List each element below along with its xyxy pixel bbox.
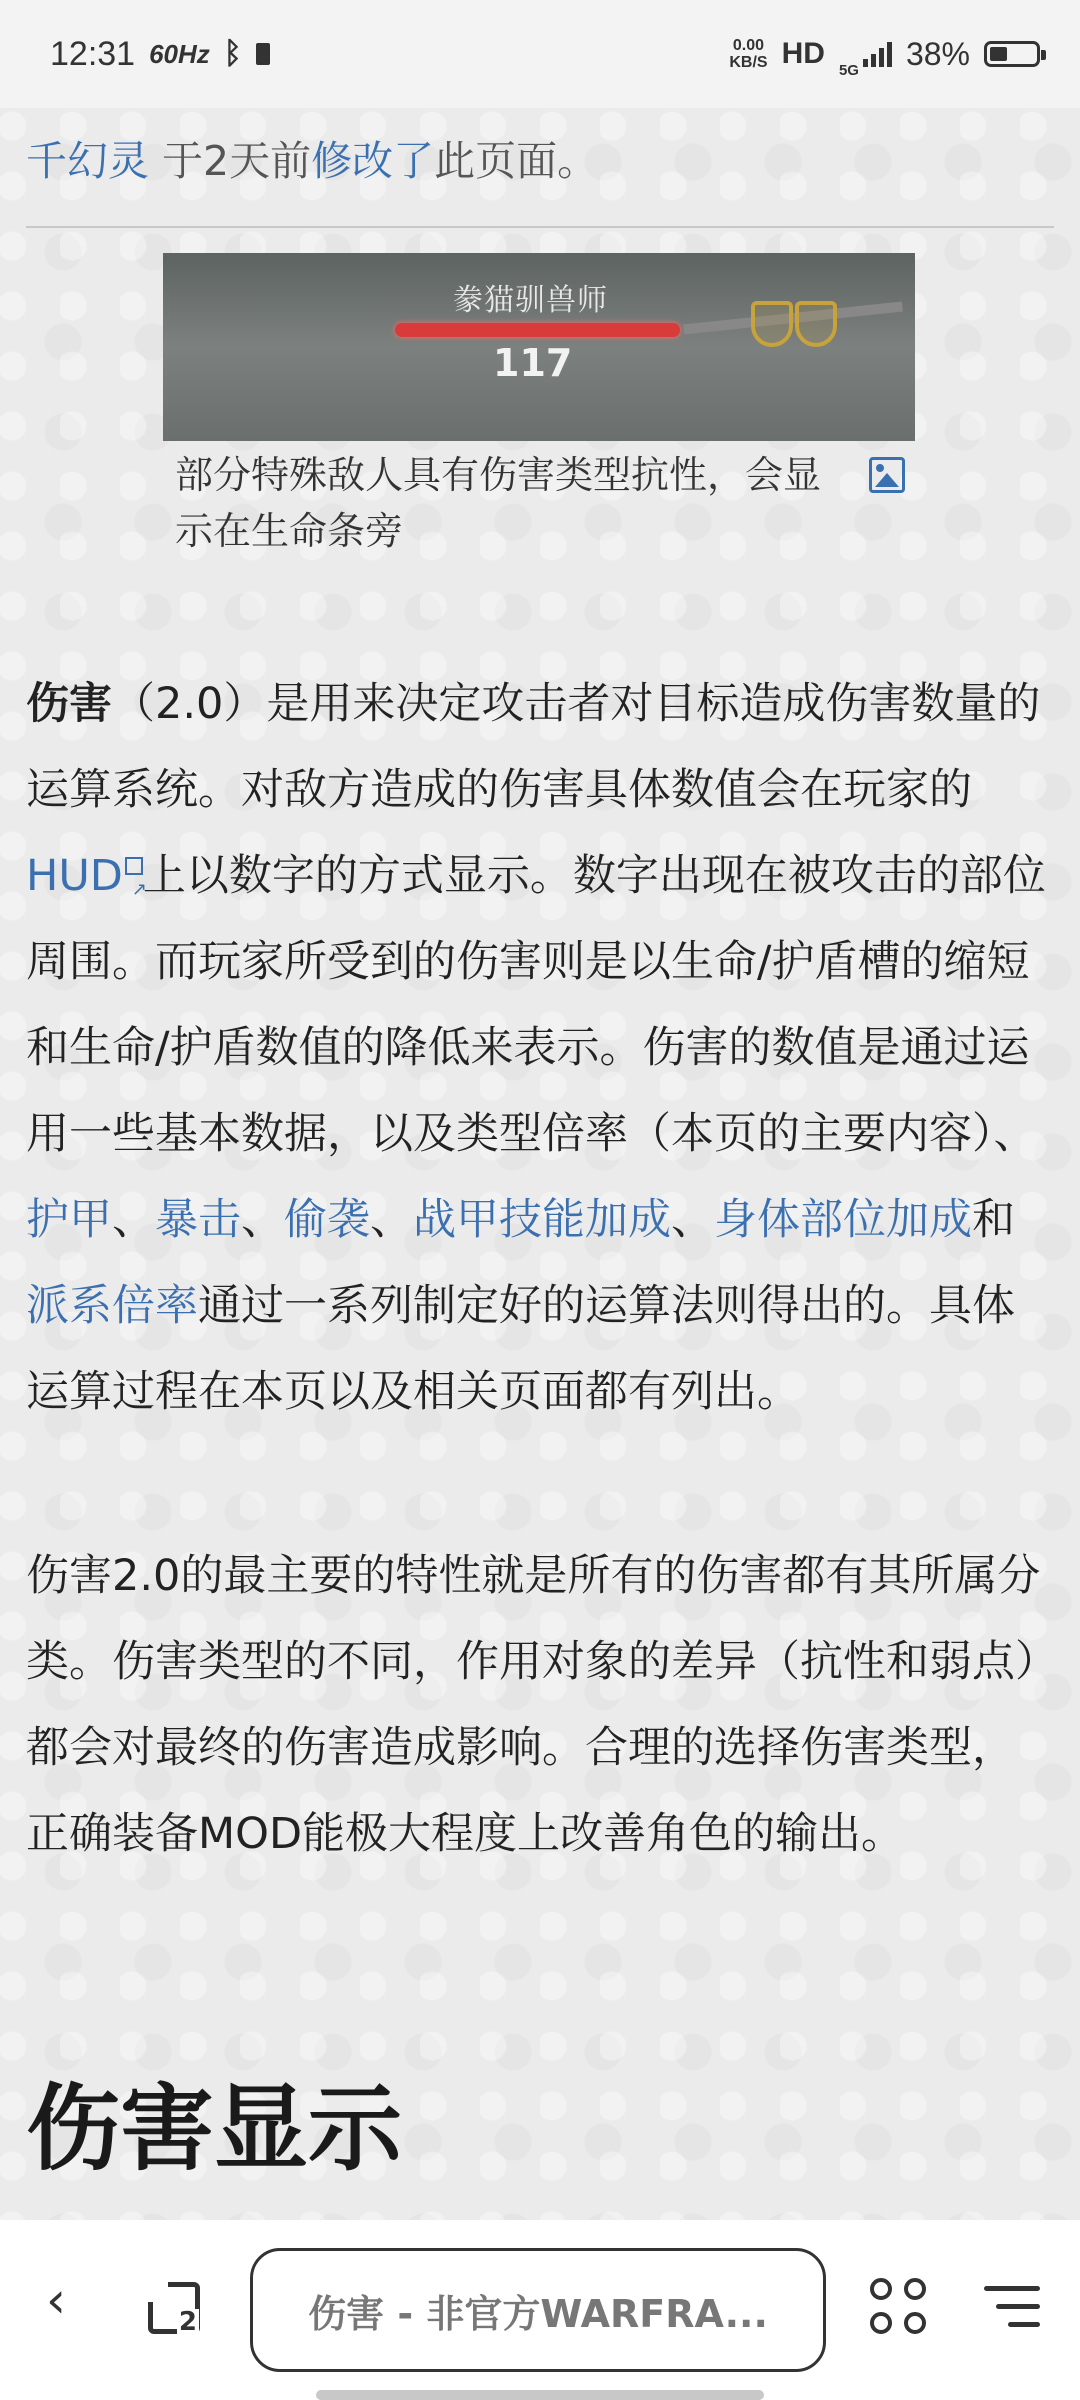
health-bar [395, 323, 680, 337]
modified-link[interactable]: 修改了 [311, 137, 435, 185]
armor-link[interactable]: 护甲 [26, 1195, 112, 1245]
battery-icon [984, 41, 1040, 67]
warframe-ability-link[interactable]: 战甲技能加成 [413, 1195, 671, 1245]
damage-number: 117 [493, 341, 573, 385]
refresh-rate: 60Hz [149, 38, 210, 69]
status-bar [0, 0, 1080, 108]
para1-text-2: 上以数字的方式显示。数字出现在被攻击的部位周围。而玩家所受到的伤害则是以生命/护盾槽的缩短和生命/护盾数值的降低来表示。伤害的数值是通过运用一些基本数据，以及类型倍率（本页的主要内容）、 [26, 851, 1046, 1159]
separator: 、 [370, 1195, 413, 1245]
menu-icon[interactable] [984, 2282, 1040, 2332]
separator: 、 [241, 1195, 284, 1245]
second-paragraph-text: 伤害2.0的最主要的特性就是所有的伤害都有其所属分类。伤害类型的不同，作用对象的差异（抗性和弱点）都会对最终的伤害造成影响。合理的选择伤害类型，正确装备MOD能极大程度上改善角色的输出。 [26, 1551, 1041, 1859]
address-bar[interactable]: 伤害 - 非官方WARFRA... [250, 2248, 826, 2372]
network-type: 5G [838, 61, 859, 79]
battery-fill [990, 47, 1007, 61]
modified-time: 于2天前 [149, 137, 312, 185]
modified-suffix: 此页面。 [434, 137, 599, 185]
hud-link[interactable]: HUD [26, 851, 123, 901]
image-icon[interactable] [869, 457, 905, 493]
stealth-link[interactable]: 偷袭 [284, 1195, 370, 1245]
last-modified-line [26, 128, 598, 187]
divider [26, 226, 1054, 228]
shield-bar [683, 302, 903, 335]
status-right [729, 30, 1040, 79]
signal-icon [863, 41, 892, 67]
battery-percent: 38% [905, 35, 970, 72]
figure-caption-text: 部分特殊敌人具有伤害类型抗性，会显示在生命条旁 [175, 453, 822, 553]
network-speed-value: 0.00 [732, 37, 765, 54]
editor-link[interactable]: 千幻灵 [26, 137, 149, 185]
para1-text-1: （2.0）是用来决定攻击者对目标造成伤害数量的运算系统。对敌方造成的伤害具体数值会在玩家的 [26, 679, 1041, 815]
sim-card-icon [256, 43, 270, 65]
back-icon[interactable]: ‹ [46, 2271, 66, 2329]
external-link-icon [125, 857, 143, 875]
hd-indicator: HD [781, 37, 825, 70]
clock: 12:31 [50, 34, 136, 73]
resistance-icon-2 [795, 301, 837, 347]
bluetooth-icon: ᛒ [223, 37, 242, 70]
conjunction: 和 [972, 1195, 1015, 1245]
intro-paragraph [26, 661, 1056, 1435]
second-paragraph [26, 1533, 1056, 1877]
article-page[interactable] [0, 108, 1080, 2220]
body-part-link[interactable]: 身体部位加成 [714, 1195, 972, 1245]
browser-bottom-bar [0, 2220, 1080, 2400]
figure [163, 253, 915, 559]
separator: 、 [671, 1195, 714, 1245]
figure-image[interactable] [163, 253, 915, 441]
figure-caption [163, 441, 915, 559]
faction-link[interactable]: 派系倍率 [26, 1281, 198, 1331]
tabs-button[interactable] [148, 2282, 200, 2337]
crit-link[interactable]: 暴击 [155, 1195, 241, 1245]
home-indicator[interactable] [316, 2390, 764, 2400]
network-speed [729, 37, 767, 71]
network-speed-unit: KB/S [729, 54, 768, 71]
resistance-icon-1 [751, 301, 793, 347]
status-left [50, 35, 270, 74]
separator: 、 [112, 1195, 155, 1245]
section-heading[interactable]: 伤害显示 [26, 2075, 403, 2184]
apps-grid-icon[interactable] [870, 2278, 930, 2338]
tab-count: 2 [178, 2307, 197, 2337]
enemy-name: 豢猫驯兽师 [453, 283, 608, 318]
term-bold: 伤害 [26, 679, 112, 729]
para1-text-3: 通过一系列制定好的运算法则得出的。具体运算过程在本页以及相关页面都有列出。 [26, 1281, 1015, 1417]
